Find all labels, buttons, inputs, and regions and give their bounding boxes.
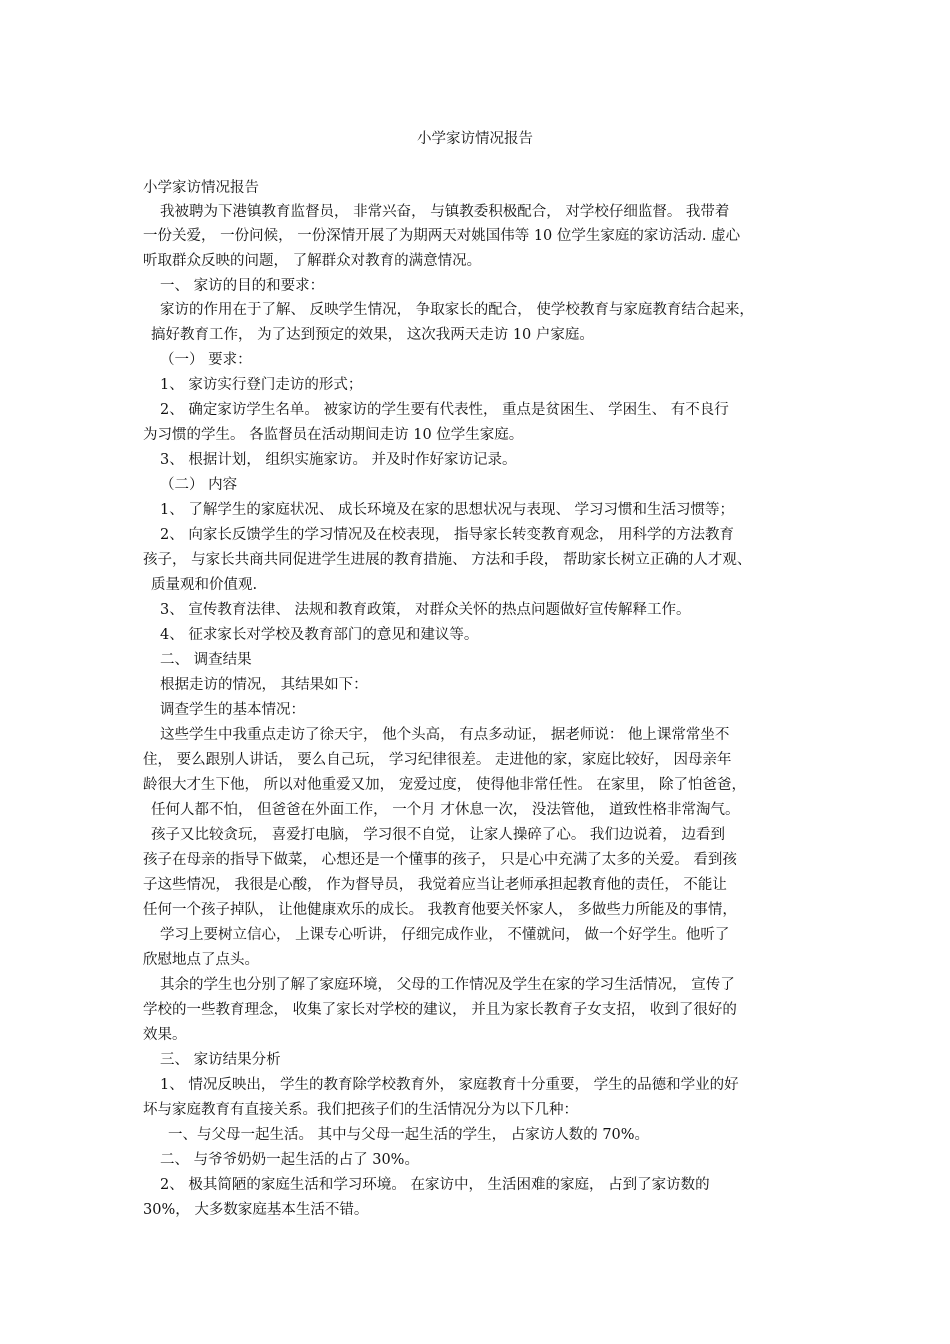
text-line: 二、 与爷爷奶奶一起生活的占了 30%。 bbox=[160, 1152, 419, 1168]
text-line: 质量观和价值观. bbox=[151, 577, 258, 593]
text-line: 1、 了解学生的家庭状况、 成长环境及在家的思想状况与表现、 学习习惯和生活习惯等； bbox=[160, 502, 735, 518]
document-title: 小学家访情况报告 bbox=[417, 131, 533, 147]
text-line: 龄很大才生下他， 所以对他重爱又加， 宠爱过度， 使得他非常任性。 在家里， 除了怕爸爸， bbox=[143, 777, 747, 793]
text-line: （二） 内容 bbox=[160, 477, 238, 493]
text-line: 30%， 大多数家庭基本生活不错。 bbox=[143, 1202, 369, 1218]
text-line: 我被聘为下港镇教育监督员， 非常兴奋， 与镇教委积极配合， 对学校仔细监督。 我带着 bbox=[160, 204, 730, 220]
text-line: 2、 极其简陋的家庭生活和学习环境。 在家访中， 生活困难的家庭， 占到了家访数的 bbox=[160, 1177, 710, 1193]
text-line: 孩子在母亲的指导下做菜， 心想还是一个懂事的孩子， 只是心中充满了太多的关爱。 看到孩 bbox=[143, 852, 737, 868]
text-line: 任何人都不怕， 但爸爸在外面工作， 一个月 才休息一次， 没法管他， 道致性格非常淘气。 bbox=[151, 802, 740, 818]
text-line: 效果。 bbox=[143, 1027, 187, 1043]
text-line: 其余的学生也分别了解了家庭环境， 父母的工作情况及学生在家的学习生活情况， 宣传了 bbox=[160, 977, 735, 993]
text-line: 住， 要么跟别人讲话， 要么自己玩， 学习纪律很差。 走进他的家，家庭比较好， 因母亲年 bbox=[143, 752, 732, 768]
text-line: 调查学生的基本情况： bbox=[160, 702, 305, 718]
text-line: 孩子， 与家长共商共同促进学生进展的教育措施、 方法和手段， 帮助家长树立正确的人才观、 bbox=[143, 552, 752, 568]
text-line: 搞好教育工作， 为了达到预定的效果， 这次我两天走访 10 户家庭。 bbox=[151, 327, 594, 343]
text-line: 欣慰地点了点头。 bbox=[143, 952, 259, 968]
text-line: 学习上要树立信心， 上课专心听讲， 仔细完成作业， 不懂就问， 做一个好学生。他听了 bbox=[160, 927, 730, 943]
text-line: 听取群众反映的问题， 了解群众对教育的满意情况。 bbox=[143, 253, 482, 269]
text-line: 坏与家庭教育有直接关系。我们把孩子们的生活情况分为以下几种： bbox=[143, 1102, 578, 1118]
text-line: （一） 要求： bbox=[160, 352, 252, 368]
text-line: 1、 情况反映出， 学生的教育除学校教育外， 家庭教育十分重要， 学生的品德和学业的好 bbox=[160, 1077, 739, 1093]
text-line: 一份关爱， 一份问候， 一份深情开展了为期两天对姚国伟等 10 位学生家庭的家访活动. 虚心 bbox=[143, 228, 741, 244]
text-line: 二、 调查结果 bbox=[160, 652, 252, 668]
text-line: 家访的作用在于了解、 反映学生情况， 争取家长的配合， 使学校教育与家庭教育结合起来， bbox=[160, 302, 754, 318]
text-line: 三、 家访结果分析 bbox=[160, 1052, 281, 1068]
text-line: 3、 根据计划， 组织实施家访。 并及时作好家访记录。 bbox=[160, 452, 517, 468]
text-line: 根据走访的情况， 其结果如下： bbox=[160, 677, 368, 693]
text-line: 1、 家访实行登门走访的形式； bbox=[160, 377, 363, 393]
text-line: 子这些情况， 我很是心酸， 作为督导员， 我觉着应当让老师承担起教育他的责任， 不能让 bbox=[143, 877, 727, 893]
text-line: 为习惯的学生。 各监督员在活动期间走访 10 位学生家庭。 bbox=[143, 427, 524, 443]
text-line: 一、 家访的目的和要求： bbox=[160, 278, 325, 294]
text-line: 任何一个孩子掉队， 让他健康欢乐的成长。 我教育他要关怀家人， 多做些力所能及的事情， bbox=[143, 902, 737, 918]
text-line: 这些学生中我重点走访了徐天宇， 他个头高， 有点多动证， 据老师说： 他上课常常坐不 bbox=[160, 727, 730, 743]
text-line: 4、 征求家长对学校及教育部门的意见和建议等。 bbox=[160, 627, 479, 643]
text-line: 孩子又比较贪玩， 喜爱打电脑， 学习很不自觉， 让家人操碎了心。 我们边说着， 边看到 bbox=[151, 827, 726, 843]
text-line: 3、 宣传教育法律、 法规和教育政策， 对群众关怀的热点问题做好宣传解释工作。 bbox=[160, 602, 691, 618]
text-line: 学校的一些教育理念， 收集了家长对学校的建议， 并且为家长教育子女支招， 收到了很好的 bbox=[143, 1002, 737, 1018]
text-line: 2、 向家长反馈学生的学习情况及在校表现， 指导家长转变教育观念， 用科学的方法教育 bbox=[160, 527, 735, 543]
text-line: 一、与父母一起生活。 其中与父母一起生活的学生， 占家访人数的 70%。 bbox=[168, 1127, 650, 1143]
text-line: 2、 确定家访学生名单。 被家访的学生要有代表性， 重点是贫困生、 学困生、 有不良行 bbox=[160, 402, 729, 418]
text-line: 小学家访情况报告 bbox=[143, 180, 259, 196]
